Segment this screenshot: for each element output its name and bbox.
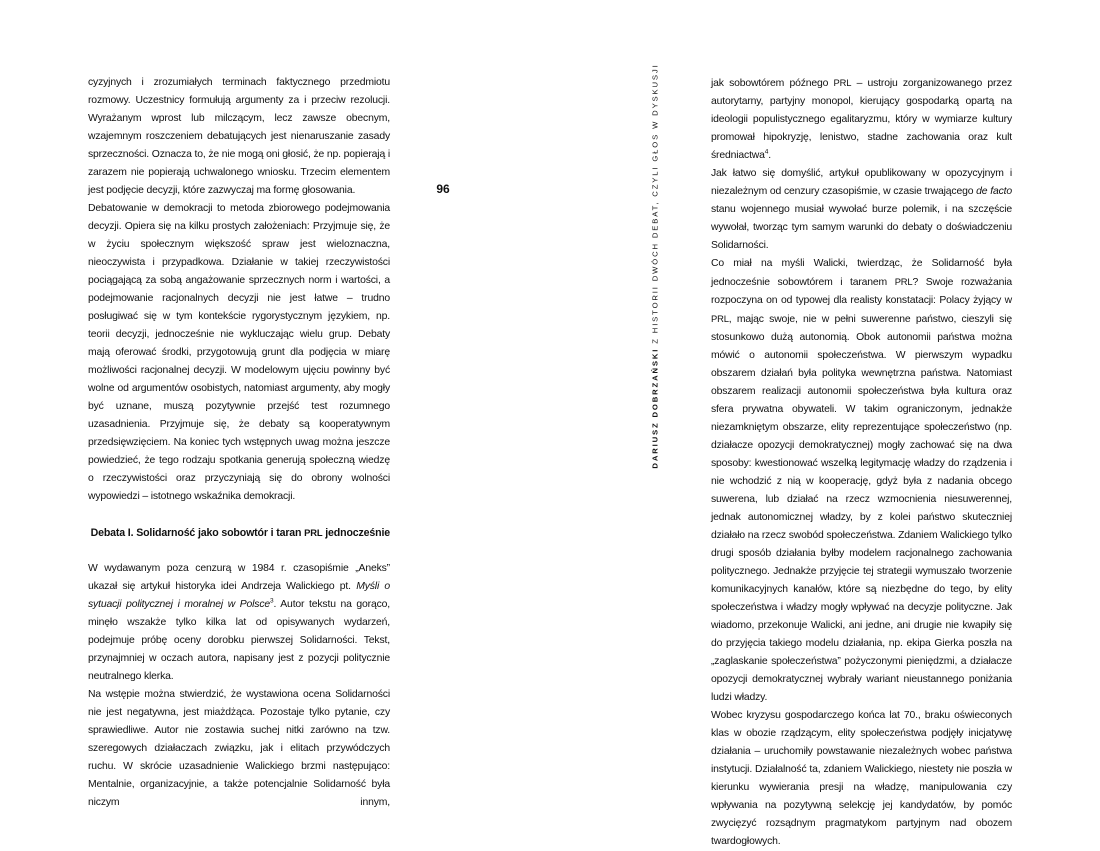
left-page-text: [88, 74, 390, 812]
right-page-text: [711, 74, 1012, 851]
text-run: – ustroju zorganizowanego przez autorytarny, partyjny monopol, kierujący gospodarką opartą na ideologii populistycznego egalitaryzmu, który w wymiarze kultury promował hipokryzję, lenistwo, stadne zachowania oraz kult średniactwa: [711, 78, 1012, 161]
abbrev: PRL: [833, 77, 852, 88]
running-head-author: DARIUSZ DOBRZAŃSKI: [650, 347, 660, 469]
paragraph: [711, 165, 1012, 255]
paragraph: [88, 560, 390, 686]
text-run: ? Swoje rozważania rozpoczyna on od typowej dla realisty konstatacji: Polacy żyjący w: [711, 277, 1012, 306]
text-run: . Autor tekstu na gorąco, minęło wszakże tylko kilka lat od opisywanych wydarzeń, podejmuje próbę oceny dorobku pierwszej Solidarności. Tekst, przynajmniej w oczach autora, napisany jest z pozycji politycznie neutralnego klerka.: [88, 599, 390, 682]
abbrev: PRL: [894, 276, 913, 287]
article-title: Myśli o sytuacji politycznej i moralnej w Polsce: [88, 581, 390, 610]
text-run: Co miał na myśli Walicki, twierdząc, że Solidarność była jednocześnie sobowtórem i taranem: [711, 258, 1012, 288]
heading-tail: jednocześnie: [322, 527, 390, 539]
text-run: stanu wojennego musiał wywołać burze polemik, i na szczęście wywołał, tworząc tym samym warunki do debaty o doświadczeniu Solidarności.: [711, 204, 1012, 251]
latin-phrase: de facto: [976, 186, 1012, 197]
text-run: Jak łatwo się domyślić, artykuł opublikowany w opozycyjnym i niezależnym od cenzury czasopiśmie, w czasie trwającego: [711, 168, 1012, 197]
page-number: 96: [436, 182, 450, 196]
paragraph: [711, 74, 1012, 165]
section-heading: [88, 524, 390, 542]
paragraph: cyzyjnych i zrozumiałych terminach faktycznego przedmiotu rozmowy. Uczestnicy formułują argumenty za i przeciw rezolucji. Wyrażanym wprost lub milczącym, lecz zawsze obecnym, wzajemnym roszczeniem debatujących jest nienaruszanie zasady sprzeczności. Oznacza to, że nie mogą oni głosić, że np. popierają i zarazem nie popierają uchwalonego wniosku. Trzecim elementem jest podjęcie decyzji, które zazwyczaj ma formę głosowania.: [88, 77, 390, 196]
footnote-ref: 3: [270, 597, 274, 605]
heading-main: Debata I. Solidarność jako sobowtór i taran: [90, 527, 305, 539]
text-run: jak sobowtórem późnego: [711, 78, 834, 89]
running-head-text: [651, 63, 660, 468]
text-run: .: [768, 150, 772, 161]
paragraph: Debatowanie w demokracji to metoda zbiorowego podejmowania decyzji. Opiera się na kilku prostych założeniach: Przyjmuje się, że w życiu społecznym większość spraw jest wieloznaczna, nieoczywista i przypadkowa. Działanie w takiej rzeczywistości pociągającą za sobą angażowanie sprzecznych norm i wartości, a podejmowanie racjonalnych decyzji nie jest łatwe – trudno posługiwać się w tym kontekście rygorystycznym językiem, np. teorii decyzji, jednocześnie nie wykluczając wielu grup. Debaty mają oferować środki, przygotowują grunt dla podjęcia w miarę możliwości racjonalnej decyzji. W modelowym ujęciu powinny być wolne od argumentów osobistych, natomiast argumenty, aby mogły być uznane, muszą pozytywnie przejść test rozumnego uzasadnienia. Przyjmuje się, że debaty są kooperatywnym przedsięwzięciem. Na koniec tych wstępnych uwag można jeszcze powiedzieć, że tego rodzaju spotkania generują społeczną wiedzę o rzeczywistości oraz przyczyniają się do obrony wolności wypowiedzi – istotnego wskaźnika demokracji.: [88, 203, 390, 502]
footnote-ref: 4: [764, 148, 769, 156]
running-head-title: Z HISTORII DWÓCH DEBAT, CZYLI GŁOS W DYSKUSJI: [650, 63, 660, 348]
text-run: , mając swoje, nie w pełni suwerenne państwo, cieszyli się stosunkowo dużą autonomią. Obok autonomii państwa można mówić o autonomii społeczeństwa. W pierwszym wypadku obszarem działań była polityka wewnętrzna państwa. Natomiast obszarem realizacji autonomii społeczeństwa była kultura oraz sfera prywatna obywateli. W takim ograniczonym, jednakże niezamkniętym obszarze, elity reprezentujące społeczeństwo (np. działacze opozycji demokratycznej) mogły zachować się na dwa sposoby: kwestionować wszelką legitymację władzy do rządzenia i nie wchodzić z nią w kooperację, gdyż była z nadania obcego suwerena, lub działać na rzecz wzmocnienia niesuwerennej, jednak autonomicznej władzy, by z kolei państwo skuteczniej działało na rzecz swobód społeczeństwa. Zdaniem Walickiego tylko drugi sposób działania byłby modelem racjonalnego zachowania politycznego. Jednakże przyjęcie tej strategii wymuszało tworzenie komunikacyjnych kanałów, które są niezbędne do tego, by elity społeczeństwa i władzy mogły wpływać na decyzje polityczne. Jak wiadomo, przekonuje Walicki, ani jedne, ani drugie nie kwapiły się do przyjęcia takiego modelu działania, np. ekipa Gierka poszła na „zaglaskanie społeczeństwa” pożyczonymi pieniędzmi, a działacze opozycji demokratycznej wybrały wariant nieustannego poniżania ludzi władzy.: [711, 314, 1012, 703]
heading-abbrev: PRL: [304, 527, 323, 538]
paragraph: Wobec kryzysu gospodarczego końca lat 70., braku oświeconych klas w obozie rządzącym, elity społeczeństwa podjęły inicjatywę działania – uruchomiły powstawanie niezależnych wobec państwa instytucji. Działalność ta, zdaniem Walickiego, niestety nie poszła w kierunku wywierania presji na władzę, manipulowania czy wpływania na pozytywną selekcję jej kandydatów, by pomóc zwycięzyć rozsądnym pragmatykom partyjnym nad obozem twardogłowych.: [711, 710, 1012, 847]
paragraph: [711, 255, 1012, 707]
abbrev: PRL: [711, 313, 729, 324]
text-run: W wydawanym poza cenzurą w 1984 r. czasopiśmie „Aneks” ukazał się artykuł historyka idei Andrzeja Walickiego pt.: [88, 563, 390, 592]
paragraph: Na wstępie można stwierdzić, że wystawiona ocena Solidarności nie jest negatywna, jest miażdżąca. Pozostaje tylko pytanie, czy sprawiedliwe. Autor nie zostawia suchej nitki zarówno na tzw. szeregowych działaczach związku, jak i elitach przywódczych ruchu. W skrócie uzasadnienie Walickiego brzmi następująco: Mentalnie, organizacyjnie, a także potencjalnie Solidarność była niczym innym,: [88, 689, 390, 808]
